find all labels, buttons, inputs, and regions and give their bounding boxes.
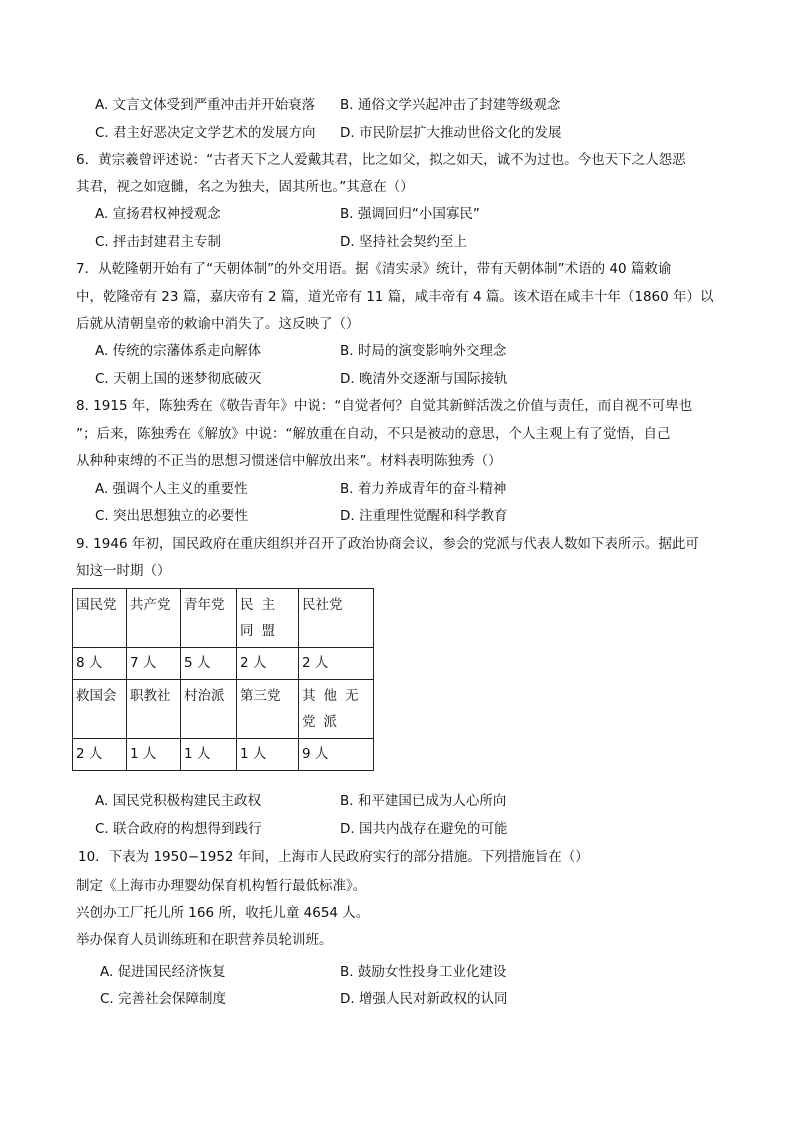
table-cell: 1 人 [127,739,181,771]
q6-option-a: A. 宣扬君权神授观念 [95,206,221,222]
q10-option-d: D. 增强人民对新政权的认同 [340,991,508,1007]
q8-stem-line-3: 从种种束缚的不正当的思想习惯迷信中解放出来”。材料表明陈独秀（） [76,453,502,469]
table-cell: 职教社 [127,680,181,739]
table-row-names-2 [73,680,374,739]
table-cell: 1 人 [181,739,237,771]
q5-option-a: A. 文言文体受到严重冲击并开始衰落 [95,97,316,113]
q7-stem-line-1: 7．从乾隆朝开始有了“天朝体制”的外交用语。据《清实录》统计，带有天朝体制”术语的 40 篇敕谕 [76,261,672,277]
q9-option-b: B. 和平建国已成为人心所向 [340,793,507,809]
q8-option-b: B. 着力养成青年的奋斗精神 [340,481,507,497]
q8-option-c: C. 突出思想独立的必要性 [95,508,249,524]
q5-option-c: C. 君主好恶决定文学艺术的发展方向 [95,125,316,141]
q10-option-c: C. 完善社会保障制度 [100,991,227,1007]
q6-stem-line-2: 其君，视之如寇雠，名之为独夫，固其所也。”其意在（） [76,179,414,195]
table-cell: 2 人 [299,648,374,680]
table-cell: 第三党 [237,680,299,739]
q6-option-c: C. 抨击封建君主专制 [95,234,222,250]
table-cell: 民社党 [299,589,374,648]
party-representatives-table [72,588,374,771]
table-cell: 国民党 [73,589,127,648]
table-cell: 民主同盟 [237,589,299,648]
table-cell: 2 人 [73,739,127,771]
table-cell: 1 人 [237,739,299,771]
q7-stem-line-2: 中，乾隆帝有 23 篇，嘉庆帝有 2 篇，道光帝有 11 篇，咸丰帝有 4 篇。该术语在咸丰十年（1860 年）以 [76,289,714,305]
q7-stem-line-3: 后就从清朝皇帝的敕谕中消失了。这反映了（） [76,316,360,332]
table-cell: 8 人 [73,648,127,680]
q10-measure-2: 兴创办工厂托儿所 166 所，收托儿童 4654 人。 [76,905,370,921]
q10-option-a: A. 促进国民经济恢复 [100,964,226,980]
q7-option-d: D. 晚清外交逐渐与国际接轨 [340,371,508,387]
q6-option-d: D. 坚持社会契约至上 [340,234,467,250]
q6-option-b: B. 强调回归“小国寡民” [340,206,480,222]
q9-stem-line-2: 知这一时期（） [76,563,171,579]
table-row-counts-2 [73,739,374,771]
q9-stem-line-1: 9. 1946 年初，国民政府在重庆组织并召开了政治协商会议，参会的党派与代表人数如下表所示。据此可 [76,536,699,552]
table-cell: 5 人 [181,648,237,680]
table-row-names-1 [73,589,374,648]
q9-option-d: D. 国共内战存在避免的可能 [340,821,508,837]
q9-option-c: C. 联合政府的构想得到践行 [95,821,262,837]
q5-option-d: D. 市民阶层扩大推动世俗文化的发展 [340,125,562,141]
q7-option-c: C. 天朝上国的迷梦彻底破灭 [95,371,262,387]
table-cell: 青年党 [181,589,237,648]
q10-measure-1: 制定《上海市办理婴幼保育机构暂行最低标准》。 [76,878,367,894]
q7-option-a: A. 传统的宗藩体系走向解体 [95,343,262,359]
q5-option-b: B. 通俗文学兴起冲击了封建等级观念 [340,97,561,113]
table-cell: 共产党 [127,589,181,648]
table-row-counts-1 [73,648,374,680]
q8-stem-line-2: ”；后来，陈独秀在《解放》中说：“解放重在自动，不只是被动的意思，个人主观上有了觉悟，自己 [76,426,671,442]
q10-option-b: B. 鼓励女性投身工业化建设 [340,964,507,980]
table-cell: 救国会 [73,680,127,739]
q6-stem-line-1: 6．黄宗羲曾评述说：“古者天下之人爱戴其君，比之如父，拟之如天，诚不为过也。今也天下之人怨恶 [76,152,686,168]
q8-option-a: A. 强调个人主义的重要性 [95,481,248,497]
table-cell: 村治派 [181,680,237,739]
table-cell: 2 人 [237,648,299,680]
q8-option-d: D. 注重理性觉醒和科学教育 [340,508,508,524]
table-cell: 7 人 [127,648,181,680]
q10-stem-line-1: 10．下表为 1950−1952 年间，上海市人民政府实行的部分措施。下列措施旨在（） [78,849,589,865]
q7-option-b: B. 时局的演变影响外交理念 [340,343,507,359]
q10-measure-3: 举办保育人员训练班和在职营养员轮训班。 [76,932,333,948]
table-cell: 其他无党派 [299,680,374,739]
table-cell: 9 人 [299,739,374,771]
q8-stem-line-1: 8. 1915 年，陈独秀在《敬告青年》中说：“自觉者何？自觉其新鲜活泼之价值与责任，而自视不可卑也 [76,398,693,414]
q9-option-a: A. 国民党积极构建民主政权 [95,793,262,809]
